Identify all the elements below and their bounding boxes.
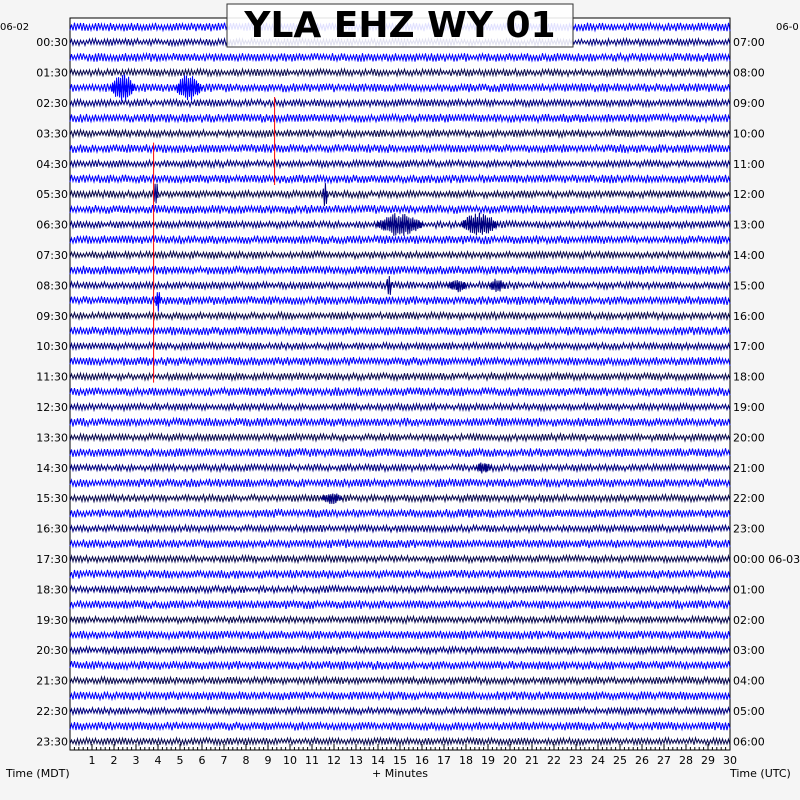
- left-hour-label: 23:30: [36, 735, 68, 749]
- x-tick-label: 17: [437, 754, 451, 767]
- left-hour-label: 03:30: [36, 127, 68, 141]
- left-hour-label: 01:30: [36, 66, 68, 80]
- left-hour-label: 12:30: [36, 401, 68, 414]
- right-hour-label: 23:00: [733, 522, 765, 536]
- left-date-label: 06-02: [0, 22, 30, 33]
- x-tick-label: 5: [176, 754, 184, 767]
- right-date-label: 06-0: [776, 22, 799, 33]
- left-hour-label: 18:30: [36, 583, 68, 597]
- left-hour-label: 16:30: [36, 522, 68, 536]
- x-tick-label: 15: [393, 754, 407, 767]
- left-hour-label: 05:30: [36, 188, 68, 202]
- x-tick-label: 11: [305, 754, 319, 767]
- left-hour-label: 22:30: [36, 705, 68, 718]
- right-hour-label: 03:00: [733, 644, 765, 658]
- left-hour-label: 00:30: [36, 36, 68, 50]
- left-hour-label: 11:30: [36, 370, 68, 384]
- right-hour-label: 17:00: [733, 340, 765, 354]
- right-hour-label: 12:00: [733, 188, 765, 202]
- right-hour-label: 00:00 06-03: [733, 553, 800, 566]
- x-tick-label: 23: [569, 754, 583, 767]
- x-tick-label: 6: [198, 754, 206, 767]
- x-tick-label: 20: [503, 754, 517, 767]
- x-tick-label: 2: [110, 754, 118, 767]
- x-tick-label: 12: [327, 754, 341, 767]
- x-tick-label: 19: [481, 754, 495, 767]
- x-tick-label: 30: [723, 754, 737, 767]
- right-hour-label: 19:00: [733, 401, 765, 414]
- left-hour-label: 02:30: [36, 97, 68, 110]
- left-hour-label: 20:30: [36, 644, 68, 658]
- right-hour-label: 15:00: [733, 279, 765, 293]
- left-hour-label: 21:30: [36, 674, 68, 688]
- left-hour-label: 14:30: [36, 461, 68, 475]
- x-tick-label: 18: [459, 754, 473, 767]
- left-hour-label: 07:30: [36, 249, 68, 262]
- x-tick-label: 1: [88, 754, 96, 767]
- right-hour-label: 07:00: [733, 36, 765, 50]
- x-tick-label: 27: [657, 754, 671, 767]
- chart-title: YLA EHZ WY 01: [244, 5, 556, 46]
- right-hour-label: 05:00: [733, 705, 765, 718]
- x-tick-label: 29: [701, 754, 715, 767]
- x-tick-label: 8: [242, 754, 250, 767]
- right-hour-label: 13:00: [733, 218, 765, 232]
- right-hour-label: 06:00: [733, 735, 765, 749]
- right-hour-label: 08:00: [733, 66, 765, 80]
- right-hour-label: 21:00: [733, 461, 765, 475]
- right-hour-label: 16:00: [733, 309, 765, 323]
- x-tick-label: 24: [591, 754, 605, 767]
- left-hour-label: 08:30: [36, 279, 68, 293]
- left-axis-title: Time (MDT): [6, 767, 70, 780]
- right-hour-label: 09:00: [733, 97, 765, 110]
- x-axis-title: + Minutes: [371, 767, 429, 780]
- title-box: [227, 4, 573, 47]
- x-tick-label: 9: [264, 754, 272, 767]
- x-tick-label: 21: [525, 754, 539, 767]
- x-tick-label: 28: [679, 754, 693, 767]
- left-hour-label: 04:30: [36, 157, 68, 171]
- x-tick-label: 3: [132, 754, 140, 767]
- left-hour-label: 10:30: [36, 340, 68, 354]
- x-tick-label: 4: [154, 754, 162, 767]
- x-tick-label: 7: [220, 754, 228, 767]
- right-hour-label: 04:00: [733, 674, 765, 688]
- x-tick-label: 22: [547, 754, 561, 767]
- right-hour-label: 14:00: [733, 249, 765, 262]
- x-tick-label: 10: [283, 754, 297, 767]
- right-hour-label: 18:00: [733, 370, 765, 384]
- left-hour-label: 13:30: [36, 431, 68, 445]
- right-hour-label: 01:00: [733, 583, 765, 597]
- right-hour-label: 10:00: [733, 127, 765, 141]
- left-hour-label: 15:30: [36, 492, 68, 506]
- right-hour-label: 22:00: [733, 492, 765, 506]
- x-tick-label: 13: [349, 754, 363, 767]
- left-hour-label: 17:30: [36, 553, 68, 566]
- left-hour-label: 06:30: [36, 218, 68, 232]
- left-hour-label: 09:30: [36, 309, 68, 323]
- right-hour-label: 11:00: [733, 157, 765, 171]
- left-hour-label: 19:30: [36, 613, 68, 627]
- x-tick-label: 14: [371, 754, 385, 767]
- x-tick-label: 16: [415, 754, 429, 767]
- right-hour-label: 20:00: [733, 431, 765, 445]
- right-hour-label: 02:00: [733, 613, 765, 627]
- x-tick-label: 25: [613, 754, 627, 767]
- x-tick-label: 26: [635, 754, 649, 767]
- right-axis-title: Time (UTC): [730, 767, 791, 780]
